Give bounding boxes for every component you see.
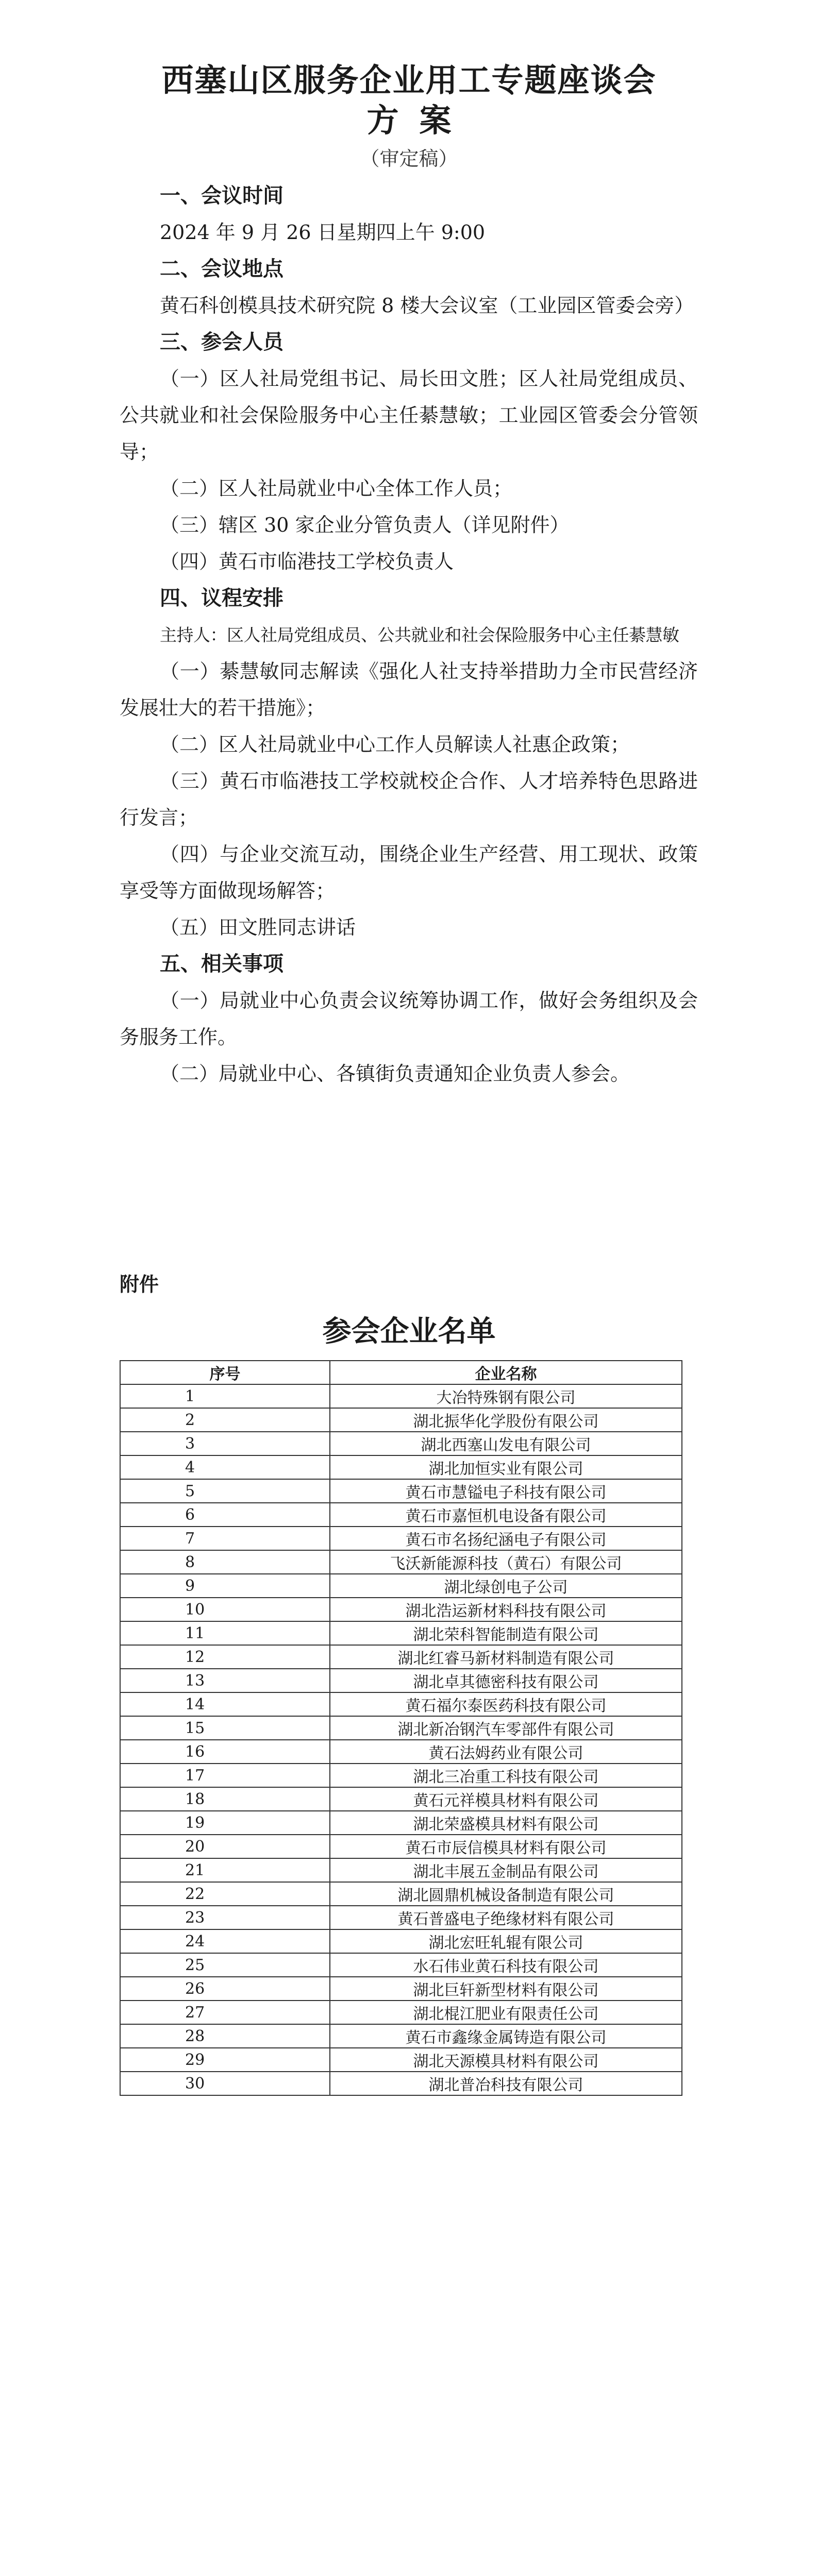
section-paragraph: （二）区人社局就业中心工作人员解读人社惠企政策； — [160, 733, 630, 756]
table-row — [120, 1977, 682, 2001]
section-paragraph: （四）黄石市临港技工学校负责人 — [160, 550, 454, 573]
company-name: 湖北普冶科技有限公司 — [330, 2072, 682, 2095]
section-paragraph: （二）局就业中心、各镇街负责通知企业负责人参会。 — [160, 1062, 630, 1085]
row-number: 13 — [120, 1669, 330, 1692]
company-name: 湖北天源模具材料有限公司 — [330, 2048, 682, 2072]
row-number: 25 — [120, 1953, 330, 1977]
column-header-company: 企业名称 — [330, 1361, 682, 1384]
company-name: 黄石市鑫缘金属铸造有限公司 — [330, 2024, 682, 2048]
row-number: 18 — [120, 1787, 330, 1811]
table-row — [120, 1953, 682, 1977]
section-paragraph: （一）綦慧敏同志解读《强化人社支持举措助力全市民营经济发展壮大的若干措施》； — [120, 660, 698, 719]
table-row — [120, 1621, 682, 1645]
attachment-label: 附件 — [120, 1273, 159, 1296]
row-number: 6 — [120, 1503, 330, 1527]
section-heading-meeting-time: 一、会议时间 — [160, 184, 283, 208]
company-name: 黄石市嘉恒机电设备有限公司 — [330, 1503, 682, 1527]
column-header-number: 序号 — [120, 1361, 330, 1384]
table-row — [120, 1882, 682, 1906]
company-name: 湖北巨轩新型材料有限公司 — [330, 1977, 682, 2001]
section-heading-agenda: 四、议程安排 — [160, 586, 283, 610]
table-row — [120, 2024, 682, 2048]
table-row — [120, 1906, 682, 1929]
section-paragraph: （一）区人社局党组书记、局长田文胜；区人社局党组成员、公共就业和社会保险服务中心主任綦慧敏；工业园区管委会分管领导； — [120, 367, 698, 463]
company-name: 湖北振华化学股份有限公司 — [330, 1408, 682, 1432]
table-row — [120, 1858, 682, 1882]
table-row — [120, 1455, 682, 1479]
company-name: 水石伟业黄石科技有限公司 — [330, 1953, 682, 1977]
section-paragraph: 2024 年 9 月 26 日星期四上午 9:00 — [160, 221, 486, 244]
section-heading-meeting-place: 二、会议地点 — [160, 257, 283, 281]
row-number: 9 — [120, 1574, 330, 1598]
row-number: 27 — [120, 2001, 330, 2024]
row-number: 15 — [120, 1716, 330, 1740]
table-row — [120, 1598, 682, 1621]
company-name: 黄石普盛电子绝缘材料有限公司 — [330, 1906, 682, 1929]
table-row — [120, 1550, 682, 1574]
document-subtitle: （审定稿） — [360, 147, 458, 170]
row-number: 21 — [120, 1858, 330, 1882]
company-name: 湖北绿创电子公司 — [330, 1574, 682, 1598]
document-body — [120, 178, 698, 1092]
company-name: 湖北西塞山发电有限公司 — [330, 1432, 682, 1455]
row-number: 29 — [120, 2048, 330, 2072]
table-row — [120, 1787, 682, 1811]
table-row — [120, 1503, 682, 1527]
row-number: 8 — [120, 1550, 330, 1574]
company-table — [120, 1360, 682, 2096]
row-number: 5 — [120, 1479, 330, 1503]
document-title: 西塞山区服务企业用工专题座谈会 — [161, 61, 657, 99]
company-name: 湖北红睿马新材料制造有限公司 — [330, 1645, 682, 1669]
attendee-company-list-title: 参会企业名单 — [322, 1315, 496, 1348]
table-row — [120, 1811, 682, 1835]
row-number: 2 — [120, 1408, 330, 1432]
section-paragraph: （五）田文胜同志讲话 — [160, 916, 356, 939]
table-row — [120, 1432, 682, 1455]
row-number: 7 — [120, 1527, 330, 1550]
row-number: 1 — [120, 1384, 330, 1408]
row-number: 24 — [120, 1929, 330, 1953]
table-row — [120, 1384, 682, 1408]
row-number: 19 — [120, 1811, 330, 1835]
table-row — [120, 2072, 682, 2095]
section-paragraph: （三）辖区 30 家企业分管负责人（详见附件） — [160, 514, 570, 536]
row-number: 4 — [120, 1455, 330, 1479]
section-heading-attendees: 三、参会人员 — [160, 330, 283, 354]
company-name: 湖北浩运新材料科技有限公司 — [330, 1598, 682, 1621]
company-name: 湖北三冶重工科技有限公司 — [330, 1764, 682, 1787]
table-header-row — [120, 1361, 682, 1384]
section-paragraph: （二）区人社局就业中心全体工作人员； — [160, 477, 513, 500]
row-number: 30 — [120, 2072, 330, 2095]
row-number: 11 — [120, 1621, 330, 1645]
company-name: 湖北宏旺轧辊有限公司 — [330, 1929, 682, 1953]
section-paragraph: （四）与企业交流互动，围绕企业生产经营、用工现状、政策享受等方面做现场解答； — [120, 843, 698, 902]
document-title-second-line: 方案 — [366, 101, 472, 139]
row-number: 3 — [120, 1432, 330, 1455]
row-number: 12 — [120, 1645, 330, 1669]
section-paragraph: （三）黄石市临港技工学校就校企合作、人才培养特色思路进行发言； — [120, 770, 698, 829]
company-name: 湖北加恒实业有限公司 — [330, 1455, 682, 1479]
company-name: 黄石福尔泰医药科技有限公司 — [330, 1692, 682, 1716]
section-heading-related-matters: 五、相关事项 — [160, 952, 283, 976]
table-row — [120, 1408, 682, 1432]
table-row — [120, 1574, 682, 1598]
table-row — [120, 1645, 682, 1669]
table-row — [120, 1479, 682, 1503]
section-paragraph: 黄石科创模具技术研究院 8 楼大会议室（工业园区管委会旁） — [160, 294, 694, 317]
table-row — [120, 1740, 682, 1764]
company-name: 大冶特殊钢有限公司 — [330, 1384, 682, 1408]
company-table-body — [120, 1384, 682, 2095]
table-row — [120, 1835, 682, 1858]
row-number: 28 — [120, 2024, 330, 2048]
row-number: 10 — [120, 1598, 330, 1621]
company-name: 湖北卓其德密科技有限公司 — [330, 1669, 682, 1692]
table-row — [120, 1669, 682, 1692]
company-name: 黄石市名扬纪涵电子有限公司 — [330, 1527, 682, 1550]
row-number: 17 — [120, 1764, 330, 1787]
table-row — [120, 2048, 682, 2072]
company-name: 黄石元祥模具材料有限公司 — [330, 1787, 682, 1811]
table-row — [120, 1692, 682, 1716]
row-number: 16 — [120, 1740, 330, 1764]
table-row — [120, 1929, 682, 1953]
row-number: 23 — [120, 1906, 330, 1929]
table-row — [120, 2001, 682, 2024]
company-name: 湖北丰展五金制品有限公司 — [330, 1858, 682, 1882]
table-row — [120, 1527, 682, 1550]
company-name: 黄石市慧镒电子科技有限公司 — [330, 1479, 682, 1503]
row-number: 14 — [120, 1692, 330, 1716]
row-number: 26 — [120, 1977, 330, 2001]
company-name: 湖北荣科智能制造有限公司 — [330, 1621, 682, 1645]
host-line: 主持人：区人社局党组成员、公共就业和社会保险服务中心主任綦慧敏 — [160, 625, 679, 645]
table-row — [120, 1764, 682, 1787]
company-name: 湖北棍江肥业有限责任公司 — [330, 2001, 682, 2024]
company-name: 飞沃新能源科技（黄石）有限公司 — [330, 1550, 682, 1574]
company-name: 湖北新冶钢汽车零部件有限公司 — [330, 1716, 682, 1740]
section-paragraph: （一）局就业中心负责会议统筹协调工作，做好会务组织及会务服务工作。 — [120, 989, 698, 1048]
company-name: 黄石法姆药业有限公司 — [330, 1740, 682, 1764]
company-name: 黄石市辰信模具材料有限公司 — [330, 1835, 682, 1858]
row-number: 20 — [120, 1835, 330, 1858]
row-number: 22 — [120, 1882, 330, 1906]
table-row — [120, 1716, 682, 1740]
company-name: 湖北荣盛模具材料有限公司 — [330, 1811, 682, 1835]
company-name: 湖北圆鼎机械设备制造有限公司 — [330, 1882, 682, 1906]
